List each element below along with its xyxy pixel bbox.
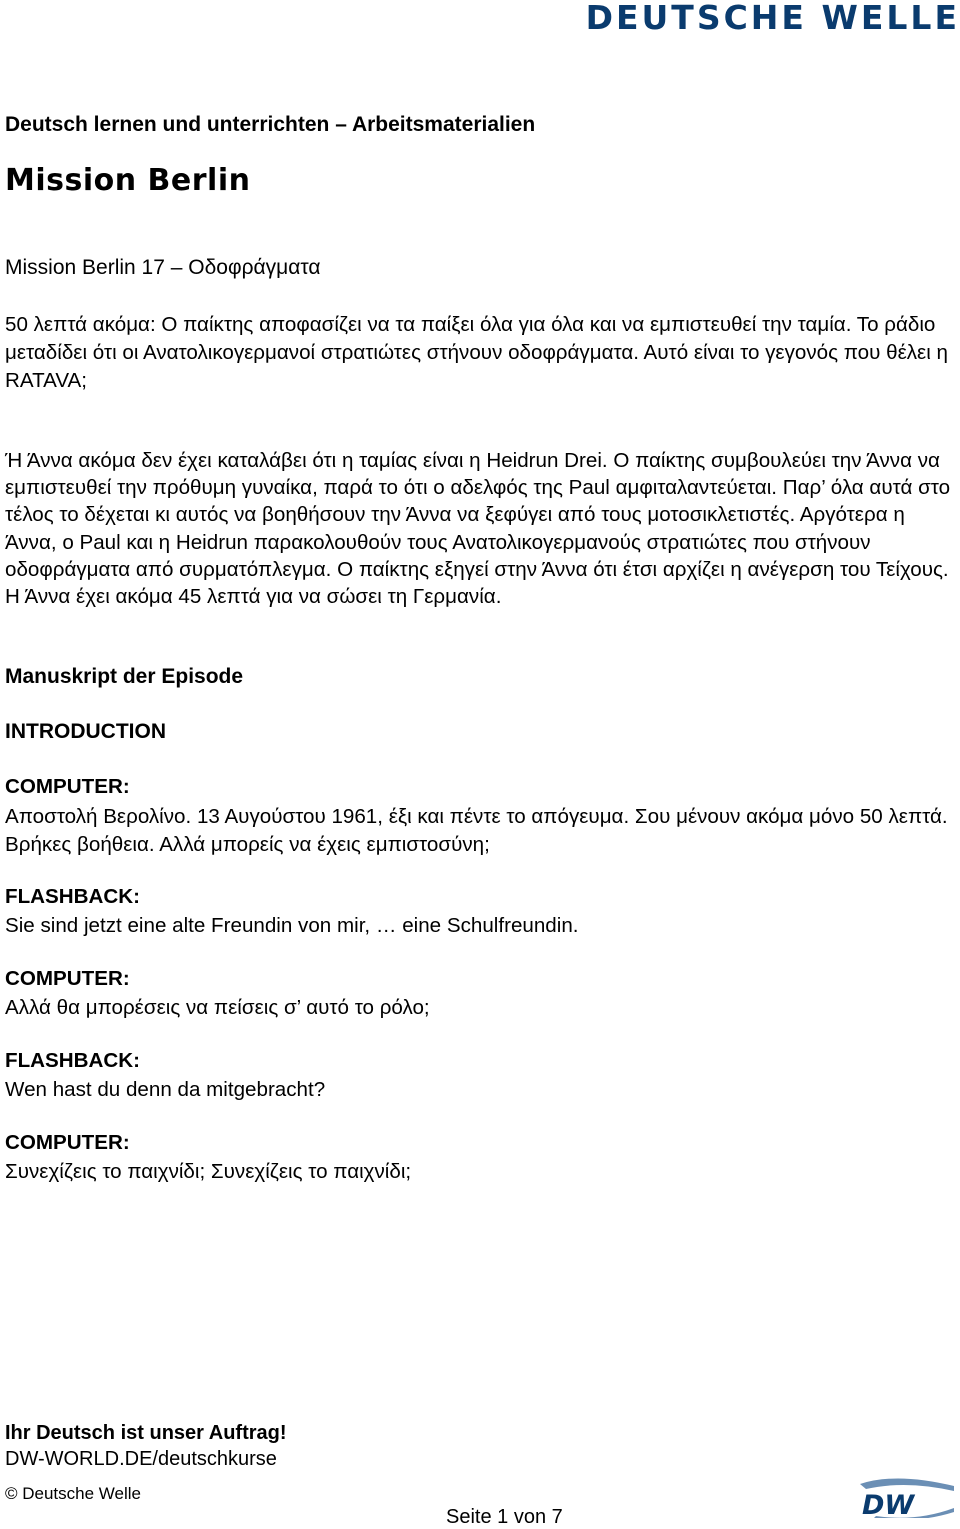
episode-title: Mission Berlin 17 – Οδοφράγματα (5, 256, 321, 279)
speaker-label: COMPUTER: (5, 967, 130, 990)
footer-url: DW-WORLD.DE/deutschkurse (5, 1448, 277, 1470)
script-line: Συνεχίζεις το παιχνίδι; Συνεχίζεις το παιχνίδι; (5, 1160, 412, 1183)
episode-teaser: 50 λεπτά ακόμα: Ο παίκτης αποφασίζει να τα παίξει όλα για όλα και να εμπιστευθεί την ταμία. Το ράδιο μεταδίδει ότι οι Ανατολικογερμανοί στρατιώτες στήνουν οδοφράγματα. Αυτό είναι το γεγονός που θέλει η RATAVA; (5, 313, 948, 392)
dw-logo-icon (856, 1476, 958, 1518)
series-label: Deutsch lernen und unterrichten – Arbeitsmaterialien (5, 113, 536, 136)
speaker-label: COMPUTER: (5, 1131, 130, 1154)
script-line: Wen hast du denn da mitgebracht? (5, 1078, 326, 1101)
svg-text:DW: DW (862, 1490, 915, 1518)
page-number: Seite 1 von 7 (446, 1506, 563, 1528)
script-line: Αποστολή Βερολίνο. 13 Αυγούστου 1961, έξι και πέντε το απόγευμα. Σου μένουν ακόμα μόνο 50 λεπτά. Βρήκες βοήθεια. Αλλά μπορείς να έχεις εμπιστοσύνη; (5, 805, 948, 856)
script-line: Αλλά θα μπορέσεις να πείσεις σ’ αυτό το ρόλο; (5, 996, 430, 1019)
footer-slogan: Ihr Deutsch ist unser Auftrag! (5, 1422, 287, 1444)
document-title: Mission Berlin (5, 163, 251, 198)
section-heading: INTRODUCTION (5, 720, 166, 743)
manuscript-heading: Manuskript der Episode (5, 665, 244, 688)
speaker-label: FLASHBACK: (5, 1049, 140, 1072)
script-line: Sie sind jetzt eine alte Freundin von mir, … eine Schulfreundin. (5, 914, 579, 937)
footer-copyright: © Deutsche Welle (5, 1484, 141, 1503)
episode-summary: Ή Άννα ακόμα δεν έχει καταλάβει ότι η ταμίας είναι η Heidrun Drei. Ο παίκτης συμβουλεύει την Άννα να εμπιστευθεί την πρόθυμη γυναίκα, παρά το ότι ο αδελφός της Paul αμφιταλαντεύεται. Παρ’ όλα αυτά στο τέλος το δέχεται κι αυτός να βοηθήσουν την Άννα να ξεφύγει από τους μοτοσικλετιστές. Αργότερα η Άννα, ο Paul και η Heidrun παρακολουθούν τους Ανατολικογερμανούς στρατιώτες που στήνουν οδοφράγματα από συρματόπλεγμα. Ο παίκτης εξηγεί στην Άννα ότι έτσι αρχίζει η ανέγερση του Τείχους. Η Άννα έχει ακόμα 45 λεπτά για να σώσει τη Γερμανία. (5, 449, 951, 609)
brand-wordmark: DEUTSCHE WELLE (585, 0, 960, 37)
speaker-label: FLASHBACK: (5, 885, 140, 908)
speaker-label: COMPUTER: (5, 775, 130, 798)
